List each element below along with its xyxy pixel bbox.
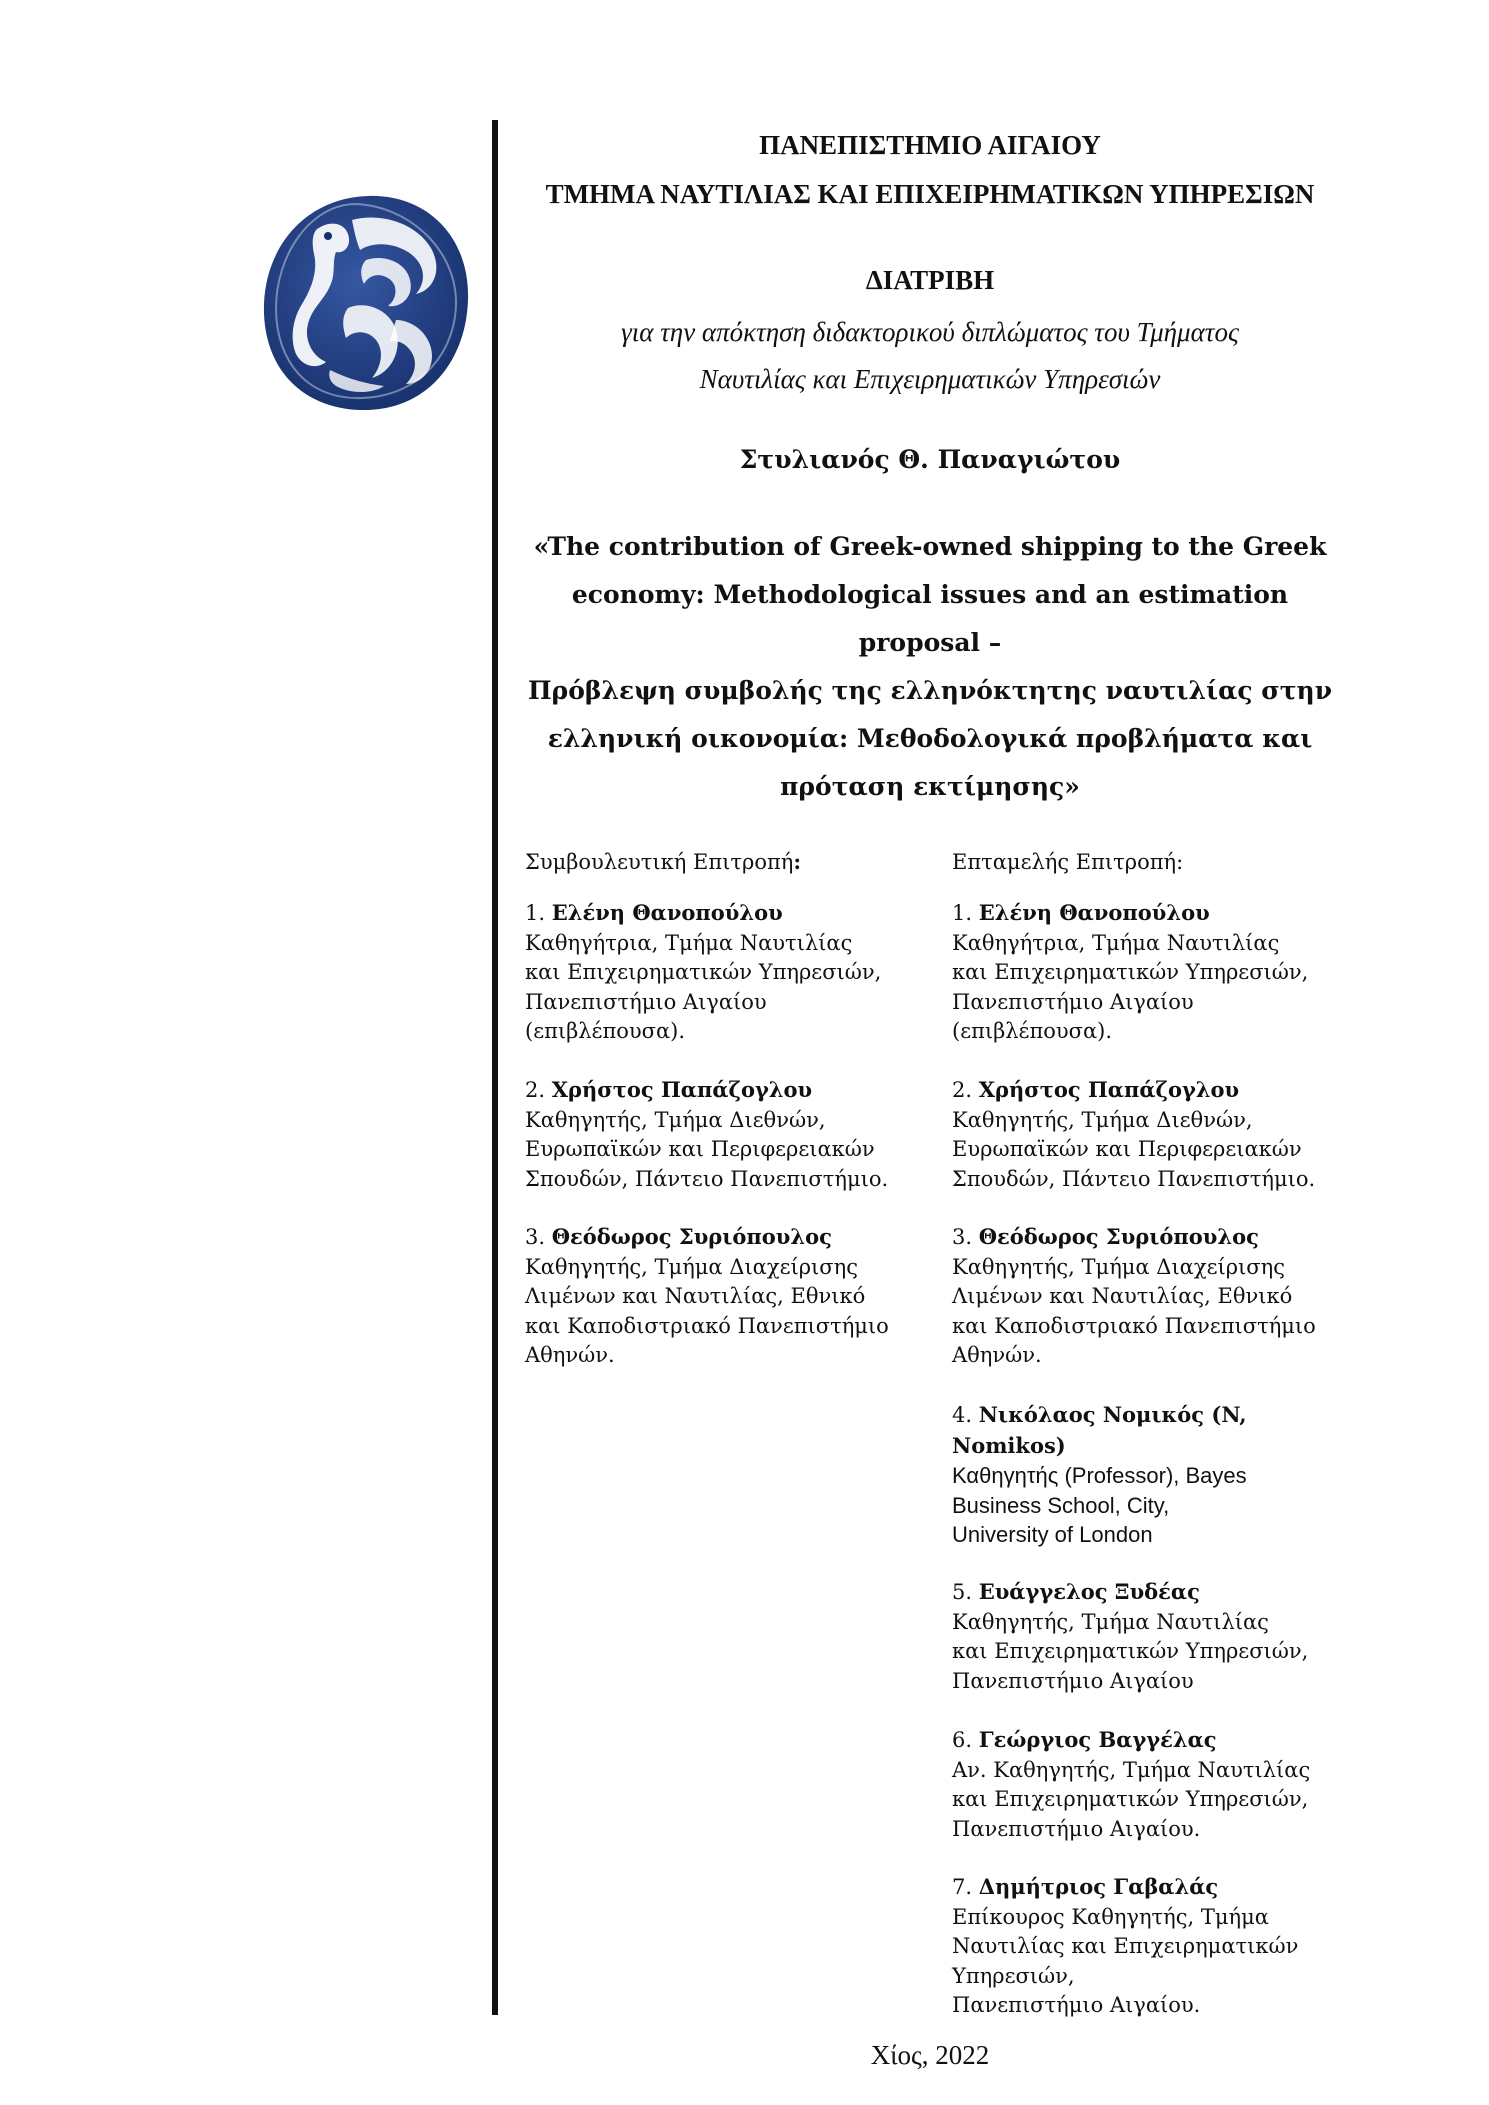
- member-affiliation: Καθηγητής, Τμήμα Διαχείρισης Λιμένων και Ναυτιλίας, Εθνικό και Καποδιστριακό Πανεπιστήμιο Αθηνών.: [952, 1254, 1316, 1367]
- member-name: Θεόδωρος Συριόπουλος: [978, 1224, 1259, 1249]
- title-line: ελληνική οικονομία: Μεθοδολογικά προβλήματα και: [547, 724, 1313, 753]
- member-number: 2.: [952, 1078, 973, 1102]
- advisory-member: [525, 898, 881, 1047]
- title-line: «The contribution of Greek-owned shipping to the Greek: [533, 532, 1327, 561]
- vertical-divider: [492, 120, 498, 2015]
- document-type: ΔΙΑΤΡΙΒΗ: [865, 265, 995, 295]
- examination-member: [952, 898, 1308, 1047]
- examination-member: [952, 1400, 1247, 1550]
- member-number: 3.: [952, 1225, 973, 1249]
- member-number: 2.: [525, 1078, 546, 1102]
- member-affiliation: Καθηγήτρια, Τμήμα Ναυτιλίας και Επιχειρηματικών Υπηρεσιών, Πανεπιστήμιο Αιγαίου (επιβλέπουσα).: [952, 930, 1309, 1043]
- title-line: Πρόβλεψη συμβολής της ελληνόκτητης ναυτιλίας στην: [527, 676, 1333, 705]
- advisory-member: [525, 1222, 889, 1371]
- advisory-member: [525, 1075, 888, 1194]
- advisory-committee-heading-text: Συμβουλευτική Επιτροπή: [525, 850, 794, 874]
- examination-member: [952, 1872, 1298, 2021]
- member-number: 4.: [952, 1403, 973, 1427]
- author-name: Στυλιανός Θ. Παναγιώτου: [739, 445, 1121, 474]
- member-name: Ευάγγελος Ξυδέας: [978, 1579, 1200, 1604]
- member-affiliation: Επίκουρος Καθηγητής, Τμήμα Ναυτιλίας και Επιχειρηματικών Υπηρεσιών, Πανεπιστήμιο Αιγαίου.: [952, 1904, 1299, 2017]
- member-affiliation: Καθηγήτρια, Τμήμα Ναυτιλίας και Επιχειρηματικών Υπηρεσιών, Πανεπιστήμιο Αιγαίου (επιβλέπουσα).: [525, 930, 882, 1043]
- examination-committee-heading: Επταμελής Επιτροπή:: [952, 850, 1184, 874]
- member-affiliation: Καθηγητής, Τμήμα Διαχείρισης Λιμένων και Ναυτιλίας, Εθνικό και Καποδιστριακό Πανεπιστήμιο Αθηνών.: [525, 1254, 889, 1367]
- examination-member: [952, 1577, 1308, 1696]
- purpose-text: [510, 309, 1350, 403]
- university-seal-logo: [256, 190, 476, 418]
- advisory-committee-heading: Συμβουλευτική Επιτροπή:: [525, 849, 802, 874]
- member-name: Χρήστος Παπάζογλου: [551, 1077, 813, 1102]
- member-number: 6.: [952, 1728, 973, 1752]
- member-affiliation: Καθηγητής, Τμήμα Ναυτιλίας και Επιχειρηματικών Υπηρεσιών, Πανεπιστήμιο Αιγαίου: [952, 1609, 1309, 1693]
- examination-member: [952, 1075, 1315, 1194]
- member-number: 1.: [952, 901, 973, 925]
- member-number: 7.: [952, 1875, 973, 1899]
- examination-member: [952, 1725, 1310, 1844]
- member-name: Γεώργιος Βαγγέλας: [978, 1727, 1217, 1752]
- member-name: Ελένη Θανοπούλου: [551, 900, 783, 925]
- member-number: 1.: [525, 901, 546, 925]
- member-name: Δημήτριος Γαβαλάς: [978, 1874, 1219, 1899]
- member-name: Θεόδωρος Συριόπουλος: [551, 1224, 832, 1249]
- department-name: ΤΜΗΜΑ ΝΑΥΤΙΛΙΑΣ ΚΑΙ ΕΠΙΧΕΙΡΗΜΑΤΙΚΩΝ ΥΠΗΡΕΣΙΩΝ: [545, 179, 1315, 209]
- member-number: 3.: [525, 1225, 546, 1249]
- purpose-line-1: για την απόκτηση διδακτορικού διπλώματος του Τμήματος: [621, 317, 1239, 347]
- member-name: Χρήστος Παπάζογλου: [978, 1077, 1240, 1102]
- member-affiliation: Καθηγητής (Professor), Bayes Business School, City, University of London: [952, 1463, 1247, 1547]
- title-line: πρόταση εκτίμησης»: [780, 772, 1080, 801]
- member-name: Ελένη Θανοπούλου: [978, 900, 1210, 925]
- examination-member: [952, 1222, 1316, 1371]
- member-affiliation: Καθηγητής, Τμήμα Διεθνών, Ευρωπαϊκών και Περιφερειακών Σπουδών, Πάντειο Πανεπιστήμιο.: [952, 1107, 1316, 1191]
- place-and-year: Χίος, 2022: [870, 2040, 990, 2070]
- purpose-line-2: Ναυτιλίας και Επιχειρηματικών Υπηρεσιών: [699, 364, 1161, 394]
- member-affiliation: Καθηγητής, Τμήμα Διεθνών, Ευρωπαϊκών και Περιφερειακών Σπουδών, Πάντειο Πανεπιστήμιο.: [525, 1107, 889, 1191]
- title-line: proposal –: [858, 628, 1002, 657]
- member-number: 5.: [952, 1580, 973, 1604]
- member-name: Νικόλαος Νομικός (N, Nomikos): [952, 1402, 1247, 1458]
- thesis-title: [510, 523, 1350, 811]
- university-name: ΠΑΝΕΠΙΣΤΗΜΙΟ ΑΙΓΑΙΟΥ: [759, 130, 1101, 160]
- member-affiliation: Αν. Καθηγητής, Τμήμα Ναυτιλίας και Επιχειρηματικών Υπηρεσιών, Πανεπιστήμιο Αιγαίου.: [952, 1757, 1311, 1841]
- title-line: economy: Methodological issues and an estimation: [571, 580, 1289, 609]
